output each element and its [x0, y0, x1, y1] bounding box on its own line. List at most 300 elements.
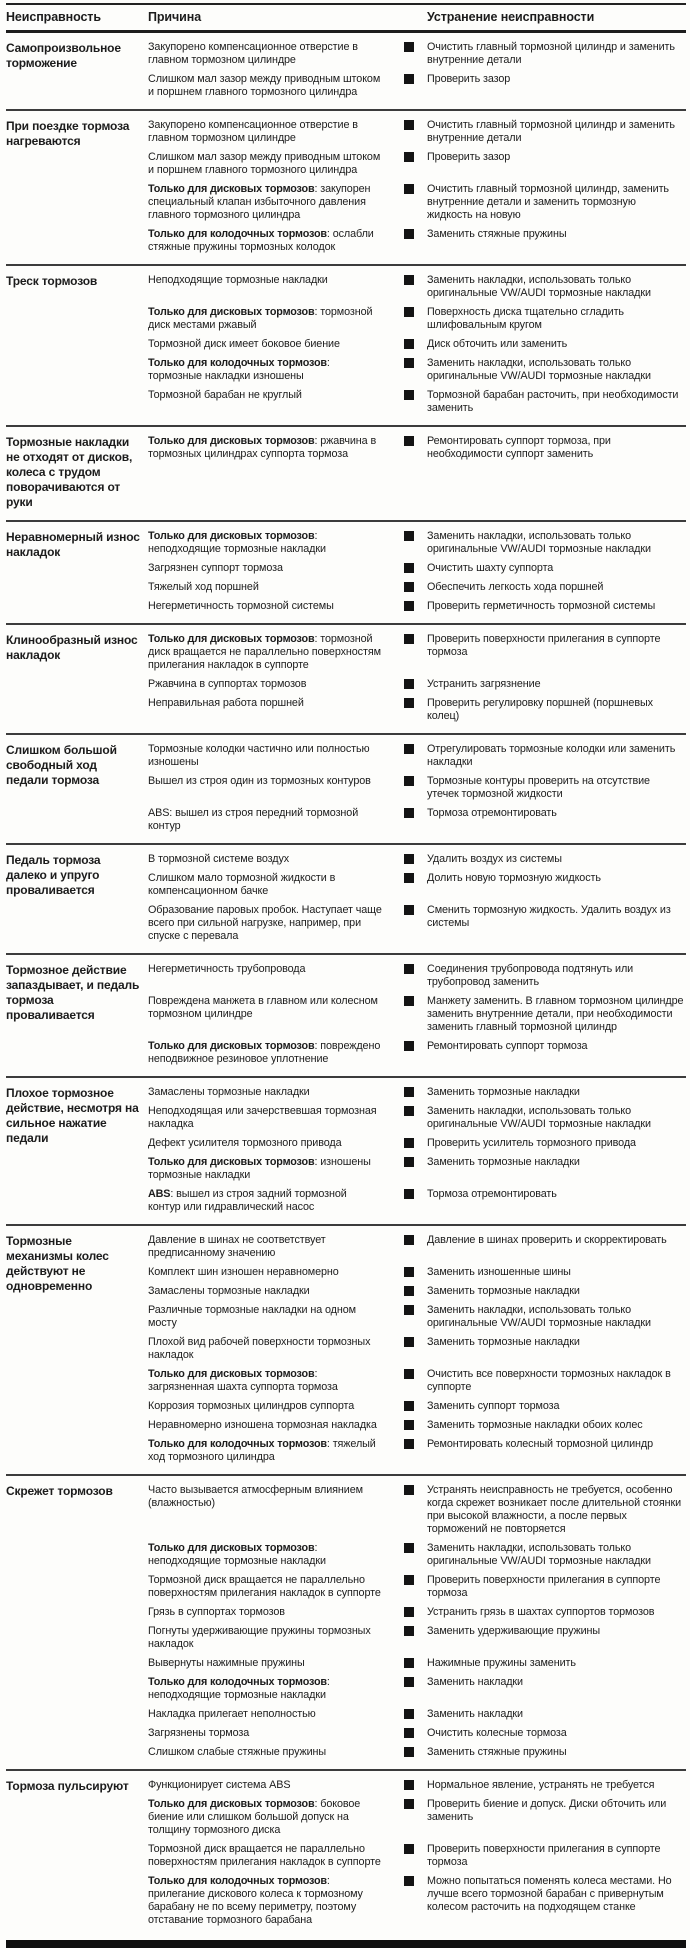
bullet-square-icon — [404, 964, 414, 974]
cause-remedy-row — [148, 1727, 686, 1740]
remedy-cell — [404, 963, 686, 989]
cause-rest-text: : прилегание дискового колеса к тормозному барабану не по всему периметру, поэтому отставание тормозного барабана — [148, 1875, 363, 1926]
cause-text — [148, 697, 404, 723]
cause-rest-text: Дефект усилителя тормозного привода — [148, 1137, 342, 1149]
remedy-text: Заменить тормозные накладки обоих колес — [427, 1419, 643, 1431]
cause-remedy-items — [148, 435, 686, 510]
remedy-column-header: Устранение неисправности — [427, 10, 595, 24]
cause-remedy-row — [148, 1657, 686, 1670]
cause-bold-prefix: Только для дисковых тормозов — [148, 1040, 315, 1052]
remedy-text: Заменить тормозные накладки — [427, 1086, 580, 1098]
fault-title: Самопроизвольное торможение — [6, 41, 121, 70]
cause-remedy-row — [148, 633, 686, 672]
cause-text — [148, 1040, 404, 1066]
cause-text — [148, 1676, 404, 1702]
remedy-cell — [404, 1676, 686, 1702]
remedy-text: Проверить герметичность тормозной системы — [427, 600, 656, 612]
bullet-square-icon — [404, 601, 414, 611]
remedy-cell — [404, 357, 686, 383]
fault-title: Тормозное действие запаздывает, и педаль тормоза проваливается — [6, 963, 140, 1022]
cause-text — [148, 581, 404, 594]
cause-remedy-row — [148, 1438, 686, 1464]
cause-rest-text: Тормозные колодки частично или полностью изношены — [148, 743, 370, 768]
cause-rest-text: Тормозной диск вращается не параллельно поверхностям прилегания накладок в суппорте — [148, 1574, 381, 1599]
cause-text — [148, 389, 404, 415]
bullet-square-icon — [404, 1305, 414, 1315]
bullet-square-icon — [404, 1420, 414, 1430]
cause-remedy-row — [148, 1304, 686, 1330]
cause-text — [148, 357, 404, 383]
remedy-text: Заменить тормозные накладки — [427, 1336, 580, 1348]
cause-text — [148, 1875, 404, 1927]
bullet-square-icon — [404, 436, 414, 446]
remedy-cell — [404, 678, 686, 691]
table-section — [6, 1476, 686, 1771]
remedy-text: Проверить регулировку поршней (поршневых колец) — [427, 697, 653, 722]
cause-text — [148, 872, 404, 898]
bullet-square-icon — [404, 229, 414, 239]
fault-title: Тормоза пульсируют — [6, 1779, 129, 1793]
remedy-text: Тормозные контуры проверить на отсутствие утечек тормозной жидкости — [427, 775, 650, 800]
cause-rest-text: : тяжелый ход тормозного цилиндра — [148, 1438, 376, 1463]
cause-rest-text: Негерметичность трубопровода — [148, 963, 306, 975]
cause-remedy-row — [148, 389, 686, 415]
remedy-cell — [404, 633, 686, 672]
bullet-square-icon — [404, 42, 414, 52]
remedy-text: Долить новую тормозную жидкость — [427, 872, 601, 884]
remedy-cell — [404, 743, 686, 769]
remedy-cell — [404, 872, 686, 898]
table-section — [6, 625, 686, 735]
remedy-text: Ремонтировать суппорт тормоза — [427, 1040, 588, 1052]
cause-remedy-row — [148, 357, 686, 383]
cause-remedy-row — [148, 1336, 686, 1362]
remedy-cell — [404, 1542, 686, 1568]
bullet-square-icon — [404, 120, 414, 130]
cause-remedy-row — [148, 1156, 686, 1182]
remedy-cell — [404, 73, 686, 99]
cause-remedy-row — [148, 183, 686, 222]
remedy-text: Поверхность диска тщательно сгладить шлифовальным кругом — [427, 306, 624, 331]
cause-text — [148, 274, 404, 300]
remedy-text: Очистить колесные тормоза — [427, 1727, 567, 1739]
remedy-cell — [404, 1657, 686, 1670]
cause-rest-text: Комплект шин изношен неравномерно — [148, 1266, 339, 1278]
cause-rest-text: Вышел из строя один из тормозных контуров — [148, 775, 371, 787]
cause-rest-text: Слишком мал зазор между приводным штоком и поршнем главного тормозного цилиндра — [148, 151, 381, 176]
cause-rest-text: Ржавчина в суппортах тормозов — [148, 678, 307, 690]
cause-remedy-row — [148, 1843, 686, 1869]
cause-rest-text: : тормозной диск местами ржавый — [148, 306, 373, 331]
cause-bold-prefix: Только для колодочных тормозов — [148, 1438, 327, 1450]
cause-text — [148, 1336, 404, 1362]
bullet-square-icon — [404, 1106, 414, 1116]
remedy-cell — [404, 600, 686, 613]
remedy-cell — [404, 1040, 686, 1066]
remedy-cell — [404, 807, 686, 833]
cause-text — [148, 904, 404, 943]
remedy-cell — [404, 697, 686, 723]
cause-rest-text: Давление в шинах не соответствует предписанному значению — [148, 1234, 326, 1259]
cause-rest-text: : боковое биение или слишком большой допуск на толщину тормозного диска — [148, 1798, 361, 1836]
remedy-text: Очистить шахту суппорта — [427, 562, 554, 574]
bullet-square-icon — [404, 1157, 414, 1167]
bullet-square-icon — [404, 390, 414, 400]
cause-bold-prefix: Только для дисковых тормозов — [148, 306, 315, 318]
cause-remedy-items — [148, 1484, 686, 1759]
cause-text — [148, 1438, 404, 1464]
cause-remedy-row — [148, 1234, 686, 1260]
fault-title: Тормозные механизмы колес действуют не одновременно — [6, 1234, 109, 1293]
fault-title: Клинообразный износ накладок — [6, 633, 138, 662]
cause-remedy-row — [148, 228, 686, 254]
cause-remedy-row — [148, 1040, 686, 1066]
bullet-square-icon — [404, 1286, 414, 1296]
cause-remedy-items — [148, 1234, 686, 1464]
cause-remedy-row — [148, 1676, 686, 1702]
remedy-cell — [404, 1188, 686, 1214]
cause-rest-text: Коррозия тормозных цилиндров суппорта — [148, 1400, 355, 1412]
cause-text — [148, 1304, 404, 1330]
cause-rest-text: Вывернуты нажимные пружины — [148, 1657, 305, 1669]
bullet-square-icon — [404, 358, 414, 368]
cause-remedy-row — [148, 1137, 686, 1150]
cause-text — [148, 775, 404, 801]
cause-remedy-items — [148, 41, 686, 99]
fault-title: Скрежет тормозов — [6, 1484, 113, 1498]
cause-remedy-items — [148, 119, 686, 254]
bullet-square-icon — [404, 1658, 414, 1668]
cause-rest-text: Тормозной барабан не круглый — [148, 389, 302, 401]
cause-text — [148, 995, 404, 1034]
remedy-text: Заменить суппорт тормоза — [427, 1400, 560, 1412]
remedy-cell — [404, 1234, 686, 1260]
cause-bold-prefix: Только для дисковых тормозов — [148, 1156, 315, 1168]
remedy-cell — [404, 1727, 686, 1740]
bullet-square-icon — [404, 1747, 414, 1757]
cause-rest-text: Закупорено компенсационное отверстие в главном тормозном цилиндре — [148, 119, 358, 144]
cause-text — [148, 1798, 404, 1837]
remedy-cell — [404, 1625, 686, 1651]
bullet-square-icon — [404, 1728, 414, 1738]
remedy-cell — [404, 151, 686, 177]
remedy-text: Устранять неисправность не требуется, особенно когда скрежет возникает после длительной стоянки при высокой влажности, а после первых торможений не повторяется — [427, 1484, 681, 1535]
remedy-cell — [404, 228, 686, 254]
remedy-text: Очистить главный тормозной цилиндр и заменить внутренние детали — [427, 41, 675, 66]
bullet-square-icon — [404, 307, 414, 317]
remedy-text: Сменить тормозную жидкость. Удалить воздух из системы — [427, 904, 671, 929]
remedy-text: Давление в шинах проверить и скорректировать — [427, 1234, 667, 1246]
remedy-cell — [404, 1843, 686, 1869]
cause-rest-text: : закупорен специальный клапан избыточного давления главного тормозного цилиндра — [148, 183, 371, 221]
fault-title: Педаль тормоза далеко и упруго проваливается — [6, 853, 101, 897]
cause-rest-text: Загрязнен суппорт тормоза — [148, 562, 283, 574]
bullet-square-icon — [404, 339, 414, 349]
bullet-square-icon — [404, 582, 414, 592]
cause-remedy-row — [148, 1105, 686, 1131]
cause-remedy-items — [148, 853, 686, 943]
bullet-square-icon — [404, 1087, 414, 1097]
cause-remedy-row — [148, 1625, 686, 1651]
remedy-text: Обеспечить легкость хода поршней — [427, 581, 604, 593]
bottom-rule — [6, 1940, 686, 1948]
remedy-cell — [404, 1484, 686, 1536]
remedy-text: Заменить стяжные пружины — [427, 228, 567, 240]
table-section — [6, 111, 686, 266]
cause-remedy-row — [148, 1798, 686, 1837]
cause-text — [148, 1708, 404, 1721]
bullet-square-icon — [404, 1799, 414, 1809]
cause-rest-text: Тормозной диск вращается не параллельно поверхностям прилегания накладок в суппорте — [148, 1843, 381, 1868]
cause-text — [148, 853, 404, 866]
fault-title: Неравномерный износ накладок — [6, 530, 140, 559]
cause-remedy-row — [148, 338, 686, 351]
table-section — [6, 33, 686, 111]
remedy-cell — [404, 41, 686, 67]
cause-remedy-row — [148, 306, 686, 332]
bullet-square-icon — [404, 1844, 414, 1854]
cause-remedy-row — [148, 1285, 686, 1298]
remedy-text: Манжету заменить. В главном тормозном цилиндре заменить внутренние детали, при необходимости заменить главный тормозной цилиндр — [427, 995, 684, 1033]
remedy-cell — [404, 562, 686, 575]
remedy-cell — [404, 1304, 686, 1330]
remedy-text: Заменить накладки — [427, 1708, 523, 1720]
cause-rest-text: Повреждена манжета в главном или колесном тормозном цилиндре — [148, 995, 378, 1020]
cause-rest-text: Различные тормозные накладки на одном мосту — [148, 1304, 356, 1329]
cause-rest-text: : ржавчина в тормозных цилиндрах суппорта тормоза — [148, 435, 377, 460]
bullet-square-icon — [404, 1575, 414, 1585]
cause-text — [148, 562, 404, 575]
cause-text — [148, 1234, 404, 1260]
cause-remedy-row — [148, 1574, 686, 1600]
remedy-text: Очистить все поверхности тормозных накладок в суппорте — [427, 1368, 671, 1393]
cause-text — [148, 1105, 404, 1131]
remedy-cell — [404, 1574, 686, 1600]
remedy-text: Заменить накладки, использовать только оригинальные VW/AUDI тормозные накладки — [427, 1304, 651, 1329]
cause-bold-prefix: Только для колодочных тормозов — [148, 1676, 327, 1688]
cause-rest-text: Загрязнены тормоза — [148, 1727, 250, 1739]
cause-text — [148, 1266, 404, 1279]
cause-bold-prefix: Только для дисковых тормозов — [148, 530, 315, 542]
cause-text — [148, 743, 404, 769]
remedy-text: Проверить усилитель тормозного привода — [427, 1137, 636, 1149]
cause-remedy-row — [148, 435, 686, 461]
remedy-cell — [404, 183, 686, 222]
cause-bold-prefix: ABS — [148, 1188, 171, 1200]
remedy-text: Ремонтировать суппорт тормоза, при необходимости суппорт заменить — [427, 435, 611, 460]
cause-rest-text: Слишком мал зазор между приводным штоком и поршнем главного тормозного цилиндра — [148, 73, 381, 98]
cause-remedy-items — [148, 1779, 686, 1927]
cause-text — [148, 1188, 404, 1214]
cause-rest-text: В тормозной системе воздух — [148, 853, 290, 865]
remedy-text: Очистить главный тормозной цилиндр, заменить внутренние детали и заменить тормозную жидкость на новую — [427, 183, 669, 221]
bullet-square-icon — [404, 1485, 414, 1495]
cause-remedy-row — [148, 853, 686, 866]
remedy-text: Удалить воздух из системы — [427, 853, 562, 865]
cause-text — [148, 1400, 404, 1413]
cause-bold-prefix: Только для дисковых тормозов — [148, 1542, 315, 1554]
cause-rest-text: Замаслены тормозные накладки — [148, 1086, 310, 1098]
remedy-cell — [404, 1798, 686, 1837]
remedy-text: Заменить тормозные накладки — [427, 1285, 580, 1297]
fault-title: Слишком большой свободный ход педали тормоза — [6, 743, 117, 787]
cause-rest-text: : неподходящие тормозные накладки — [148, 1542, 326, 1567]
cause-text — [148, 1746, 404, 1759]
cause-text — [148, 1779, 404, 1792]
remedy-text: Заменить накладки, использовать только оригинальные VW/AUDI тормозные накладки — [427, 274, 651, 299]
cause-remedy-row — [148, 73, 686, 99]
cause-text — [148, 1419, 404, 1432]
cause-remedy-row — [148, 1746, 686, 1759]
cause-text — [148, 633, 404, 672]
fault-title: При поездке тормоза нагреваются — [6, 119, 130, 148]
remedy-cell — [404, 1438, 686, 1464]
remedy-cell — [404, 581, 686, 594]
cause-bold-prefix: Только для дисковых тормозов — [148, 435, 315, 447]
remedy-cell — [404, 1105, 686, 1131]
table-section — [6, 1078, 686, 1226]
cause-remedy-row — [148, 1188, 686, 1214]
bullet-square-icon — [404, 1369, 414, 1379]
cause-text — [148, 1606, 404, 1619]
cause-rest-text: Неправильная работа поршней — [148, 697, 304, 709]
cause-text — [148, 119, 404, 145]
remedy-text: Устранить грязь в шахтах суппортов тормозов — [427, 1606, 655, 1618]
bullet-square-icon — [404, 1401, 414, 1411]
remedy-cell — [404, 1285, 686, 1298]
cause-text — [148, 1657, 404, 1670]
table-section — [6, 845, 686, 955]
remedy-cell — [404, 389, 686, 415]
cause-remedy-row — [148, 1086, 686, 1099]
cause-rest-text: : тормозной диск вращается не параллельно поверхностям прилегания накладок в суппорте — [148, 633, 381, 671]
cause-remedy-row — [148, 562, 686, 575]
cause-text — [148, 1368, 404, 1394]
remedy-cell — [404, 853, 686, 866]
cause-remedy-row — [148, 119, 686, 145]
cause-remedy-row — [148, 678, 686, 691]
table-section — [6, 266, 686, 427]
cause-rest-text: : неподходящие тормозные накладки — [148, 530, 326, 555]
cause-remedy-row — [148, 1542, 686, 1568]
cause-remedy-row — [148, 1708, 686, 1721]
cause-rest-text: Закупорено компенсационное отверстие в главном тормозном цилиндре — [148, 41, 358, 66]
table-section — [6, 735, 686, 845]
table-section — [6, 1771, 686, 1937]
bullet-square-icon — [404, 1189, 414, 1199]
cause-rest-text: Погнуты удерживающие пружины тормозных накладок — [148, 1625, 371, 1650]
cause-rest-text: Замаслены тормозные накладки — [148, 1285, 310, 1297]
remedy-text: Заменить накладки, использовать только оригинальные VW/AUDI тормозные накладки — [427, 1105, 651, 1130]
cause-text — [148, 678, 404, 691]
remedy-cell — [404, 1336, 686, 1362]
remedy-text: Проверить поверхности прилегания в суппорте тормоза — [427, 1574, 661, 1599]
cause-text — [148, 1574, 404, 1600]
table-section — [6, 522, 686, 625]
remedy-cell — [404, 1368, 686, 1394]
cause-text — [148, 228, 404, 254]
cause-remedy-row — [148, 807, 686, 833]
remedy-text: Проверить зазор — [427, 73, 511, 85]
remedy-cell — [404, 119, 686, 145]
bullet-square-icon — [404, 1876, 414, 1886]
cause-remedy-items — [148, 1086, 686, 1214]
remedy-cell — [404, 904, 686, 943]
remedy-text: Соединения трубопровода подтянуть или трубопровод заменить — [427, 963, 634, 988]
remedy-cell — [404, 1266, 686, 1279]
bullet-square-icon — [404, 873, 414, 883]
remedy-text: Нажимные пружины заменить — [427, 1657, 576, 1669]
cause-remedy-row — [148, 697, 686, 723]
bullet-square-icon — [404, 744, 414, 754]
remedy-cell — [404, 1708, 686, 1721]
remedy-text: Заменить тормозные накладки — [427, 1156, 580, 1168]
table-header-row — [6, 3, 686, 33]
bullet-square-icon — [404, 1709, 414, 1719]
table-section — [6, 955, 686, 1078]
cause-remedy-row — [148, 41, 686, 67]
remedy-cell — [404, 775, 686, 801]
cause-rest-text: Неподходящая или зачерствевшая тормозная накладка — [148, 1105, 377, 1130]
remedy-cell — [404, 338, 686, 351]
cause-remedy-row — [148, 1368, 686, 1394]
remedy-text: Заменить накладки — [427, 1676, 523, 1688]
remedy-cell — [404, 1400, 686, 1413]
bullet-square-icon — [404, 1677, 414, 1687]
cause-remedy-items — [148, 530, 686, 613]
cause-text — [148, 1137, 404, 1150]
cause-rest-text: : загрязненная шахта суппорта тормоза — [148, 1368, 338, 1393]
bullet-square-icon — [404, 1337, 414, 1347]
cause-remedy-row — [148, 1266, 686, 1279]
cause-rest-text: Неподходящие тормозные накладки — [148, 274, 328, 286]
cause-text — [148, 73, 404, 99]
remedy-cell — [404, 1156, 686, 1182]
remedy-text: Устранить загрязнение — [427, 678, 541, 690]
cause-remedy-items — [148, 633, 686, 723]
bullet-square-icon — [404, 1543, 414, 1553]
cause-text — [148, 1625, 404, 1651]
bullet-square-icon — [404, 1267, 414, 1277]
bullet-square-icon — [404, 1607, 414, 1617]
bullet-square-icon — [404, 1235, 414, 1245]
bullet-square-icon — [404, 634, 414, 644]
cause-text — [148, 306, 404, 332]
cause-rest-text: Негерметичность тормозной системы — [148, 600, 334, 612]
cause-text — [148, 435, 404, 461]
cause-remedy-row — [148, 1400, 686, 1413]
cause-bold-prefix: Только для дисковых тормозов — [148, 183, 315, 195]
remedy-text: Проверить поверхности прилегания в суппорте тормоза — [427, 1843, 661, 1868]
cause-text — [148, 1484, 404, 1536]
remedy-cell — [404, 1086, 686, 1099]
bullet-square-icon — [404, 679, 414, 689]
bullet-square-icon — [404, 698, 414, 708]
cause-bold-prefix: Только для колодочных тормозов — [148, 357, 327, 369]
remedy-text: Заменить накладки, использовать только оригинальные VW/AUDI тормозные накладки — [427, 357, 651, 382]
cause-text — [148, 1727, 404, 1740]
cause-text — [148, 338, 404, 351]
remedy-text: Тормозной барабан расточить, при необходимости заменить — [427, 389, 679, 414]
remedy-text: Нормальное явление, устранять не требуется — [427, 1779, 655, 1791]
remedy-cell — [404, 995, 686, 1034]
cause-remedy-row — [148, 581, 686, 594]
cause-bold-prefix: Только для дисковых тормозов — [148, 1368, 315, 1380]
cause-remedy-row — [148, 274, 686, 300]
cause-remedy-items — [148, 274, 686, 415]
cause-rest-text: Плохой вид рабочей поверхности тормозных накладок — [148, 1336, 371, 1361]
bullet-square-icon — [404, 531, 414, 541]
